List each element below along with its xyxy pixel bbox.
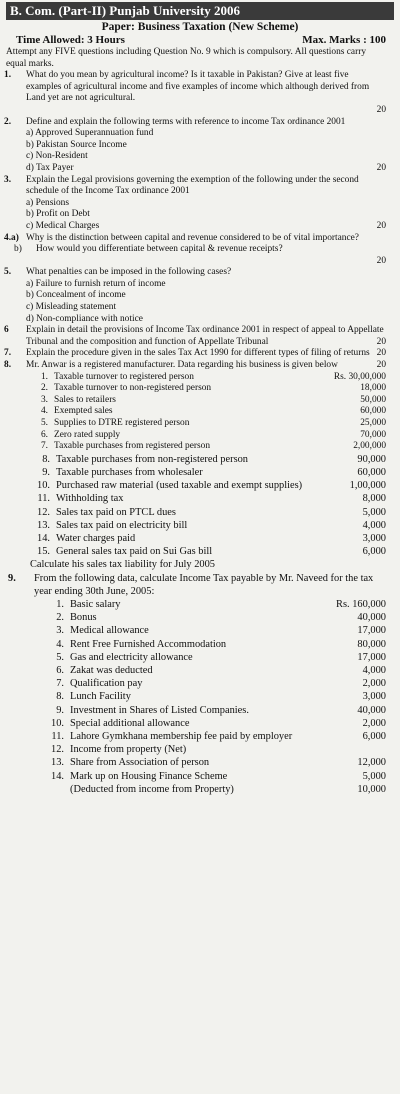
list-item: 15. General sales tax paid on Sui Gas bill 6,000 [37,546,386,558]
list-item: 5. Gas and electricity allowance 17,000 [56,651,386,663]
sub-part: c) Non-Resident [26,151,88,162]
list-item: 9. Investment in Shares of Listed Companies. 40,000 [56,704,386,716]
question-text: From the following data, calculate Income Tax payable by Mr. Naveed for the tax year ending 30th June, 2005: [34,572,374,597]
list-item: 7. Taxable purchases from registered person 2,00,000 [40,441,386,452]
time-allowed: Time Allowed: 3 Hours [16,34,125,46]
question-text: Define and explain the following terms with reference to income Tax ordinance 2001 [26,116,346,127]
list-item: 8. Taxable purchases from non-registered person 90,000 [42,453,386,465]
list-item: 10. Special additional allowance 2,000 [51,717,386,729]
question-4 [0,233,400,245]
paper-title: Paper: Business Taxation (New Scheme) [101,21,299,33]
sub-part: b) Concealment of income [26,290,126,301]
sub-part: b) Profit on Debt [26,209,90,220]
list-item: 13. Share from Association of person 12,000 [51,757,386,769]
question-3 [0,175,400,233]
list-item: 2. Bonus 40,000 [56,612,386,624]
question-marks: 20 [376,220,386,231]
question-4b [0,244,400,267]
list-item: (Deducted from income from Property) 10,000 [70,783,386,795]
question-marks: 20 [376,162,386,173]
list-item: 12. Income from property (Net) [51,744,187,756]
q8-footer: Calculate his sales tax liability for July 2005 [30,559,215,571]
list-item: 3. Sales to retailers 50,000 [40,394,386,405]
list-item: 7. Qualification pay 2,000 [56,678,386,690]
list-item: 4. Rent Free Furnished Accommodation 80,000 [56,638,386,650]
question-number: 4.a) [4,232,19,243]
sub-part: c) Medical Charges [26,220,100,231]
list-item: 11. Lahore Gymkhana membership fee paid by employer 6,000 [51,731,386,743]
question-5 [0,267,400,325]
list-item: 11. Withholding tax 8,000 [37,493,386,505]
exam-banner: B. Com. (Part-II) Punjab University 2006 [6,2,394,20]
question-text: Why is the distinction between capital and revenue considered to be of vital importance? [26,232,359,243]
question-text: Explain the procedure given in the sales Tax Act 1990 for different types of filing of returns [26,348,370,359]
max-marks: Max. Marks : 100 [302,34,386,46]
list-item: 1. Taxable turnover to registered person Rs. 30,00,000 [40,371,386,382]
list-item: 8. Lunch Facility 3,000 [56,691,386,703]
question-marks: 20 [376,255,386,266]
question-number: 6 [4,325,9,336]
question-text: Explain the Legal provisions governing the exemption of the following under the second schedule of the Income Tax ordinance 2001 [26,174,359,197]
question-7 [0,348,400,360]
sub-part: b) Pakistan Source Income [26,139,127,150]
question-number: 9. [8,572,16,584]
list-item: 13. Sales tax paid on electricity bill 4,000 [37,519,386,531]
q9-items [34,598,386,796]
list-item: 14. Mark up on Housing Finance Scheme 5,000 [51,770,386,782]
lower-section [0,453,400,796]
question-number: 2. [4,116,12,127]
list-item: 12. Sales tax paid on PTCL dues 5,000 [37,506,386,518]
instructions: Attempt any FIVE questions including Question No. 9 which is compulsory. All questions carry equal marks. [6,47,367,69]
question-9 [0,572,386,796]
question-marks: 20 [376,104,386,115]
question-text: What penalties can be imposed in the following cases? [26,267,232,278]
q8-items [26,372,386,453]
question-1 [0,70,400,116]
list-item: 10. Purchased raw material (used taxable and exempt supplies) 1,00,000 [37,480,386,492]
sub-part: d) Non-compliance with notice [26,313,143,324]
question-marks: 20 [376,336,386,347]
sub-part-label: b) [14,244,22,255]
list-item: 6. Zakat was deducted 4,000 [56,665,386,677]
question-number: 1. [4,70,12,81]
question-marks: 20 [376,348,386,359]
list-item: 4. Exempted sales 60,000 [40,406,386,417]
list-item: 2. Taxable turnover to non-registered person 18,000 [40,383,386,394]
sub-part: a) Pensions [26,197,69,208]
question-8 [0,360,400,453]
question-text: How would you differentiate between capital & revenue receipts? [36,244,283,255]
question-6 [0,325,400,348]
sub-part: d) Tax Payer [26,162,74,173]
question-2 [0,117,400,175]
list-item: 5. Supplies to DTRE registered person 25,000 [40,418,386,428]
sub-part: a) Approved Superannuation fund [26,128,154,139]
list-item: 3. Medical allowance 17,000 [56,625,386,637]
list-item: 6. Zero rated supply 70,000 [40,429,386,440]
question-text: Mr. Anwar is a registered manufacturer. Data regarding his business is given below [26,360,338,371]
question-text: Explain in detail the provisions of Income Tax ordinance 2001 in respect of appeal to Appellate Tribunal and the composition and function of Appellate Tribunal [26,325,384,347]
sub-part: c) Misleading statement [26,302,117,313]
question-marks: 20 [376,360,386,371]
question-number: 3. [4,174,12,185]
list-item: 1. Basic salary Rs. 160,000 [56,599,386,611]
question-text: What do you mean by agricultural income? Is it taxable in Pakistan? Give at least five examples of agricultural income and five examples of income which although derived from Land yet are not agricultural. [26,70,370,104]
list-item: 14. Water charges paid 3,000 [37,533,386,544]
question-number: 5. [4,267,12,278]
question-number: 7. [4,348,12,359]
question-number: 8. [4,360,12,371]
sub-part: a) Failure to furnish return of income [26,278,166,289]
time-marks-bar [0,34,400,47]
list-item: 9. Taxable purchases from wholesaler 60,000 [42,466,386,478]
